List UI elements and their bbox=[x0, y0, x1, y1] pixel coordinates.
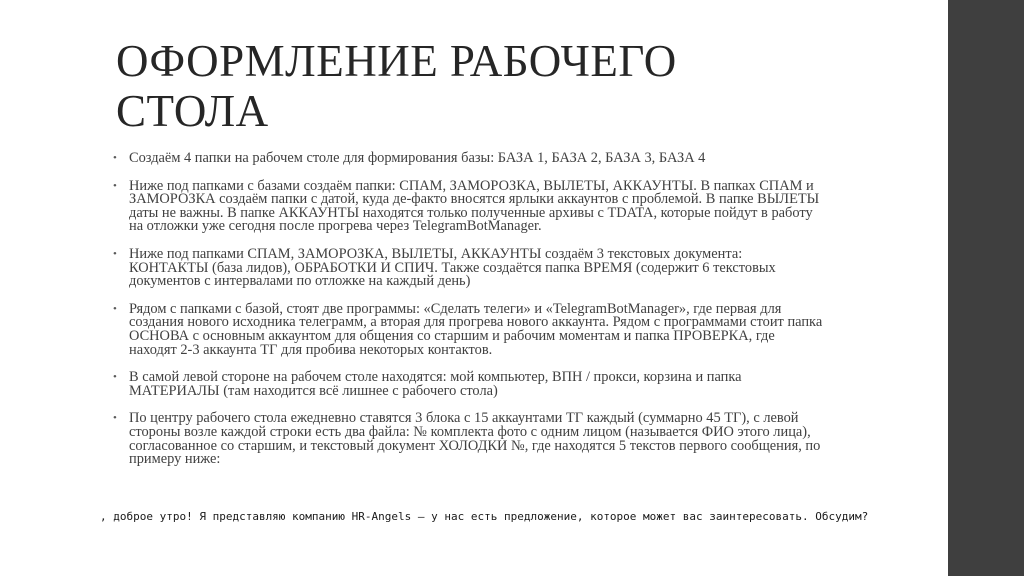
example-message-text: , доброе утро! Я представляю компанию HR-Angels – у нас есть предложение, которое может вас заинтересовать. Обсудим? bbox=[100, 510, 869, 523]
bullet-dot-icon: • bbox=[113, 302, 117, 315]
bullet-text: По центру рабочего стола ежедневно ставятся 3 блока с 15 аккаунтами ТГ каждый (суммарно 45 ТГ), с левой стороны возле каждой строки есть два файла: № комплекта фото с одним лицом (называется ФИО этого лица), согласованное со старшим, и текстовый документ ХОЛОДКИ №, где находятся 5 текстов первого сообщения, по примеру ниже: bbox=[129, 410, 821, 468]
slide-title bbox=[116, 36, 876, 136]
bullet-list bbox=[113, 152, 825, 481]
bullet-item bbox=[113, 152, 825, 166]
bullet-item bbox=[113, 300, 825, 358]
bullet-dot-icon: • bbox=[113, 412, 117, 425]
slide-title-line-2: СТОЛА bbox=[116, 86, 269, 136]
bullet-dot-icon: • bbox=[113, 247, 117, 260]
bullet-item bbox=[113, 371, 825, 398]
decorative-sidebar bbox=[948, 0, 1024, 576]
bullet-item bbox=[113, 412, 825, 466]
bullet-text: Ниже под папками с базами создаём папки: СПАМ, ЗАМОРОЗКА, ВЫЛЕТЫ, АККАУНТЫ. В папках СПАМ и ЗАМОРОЗКА создаём папки с датой, куда де-факто вносятся ярлыки аккаунтов с проблемой. В папке ВЫЛЕТЫ даты не важны. В папке АККАУНТЫ находятся только полученные архивы с TDATA, которые пойдут в работу на отложки уже сегодня после прогрева через TelegramBotManager. bbox=[129, 177, 820, 235]
bullet-text: В самой левой стороне на рабочем столе находятся: мой компьютер, ВПН / прокси, корзина и папка МАТЕРИАЛЫ (там находится всё лишнее с рабочего стола) bbox=[129, 369, 742, 399]
bullet-item bbox=[113, 177, 825, 235]
bullet-dot-icon: • bbox=[113, 152, 117, 164]
bullet-dot-icon: • bbox=[113, 179, 117, 192]
bullet-text: Ниже под папками СПАМ, ЗАМОРОЗКА, ВЫЛЕТЫ, АККАУНТЫ создаём 3 текстовых документа: КОНТАКТЫ (база лидов), ОБРАБОТКИ И СПИЧ. Также создаётся папка ВРЕМЯ (содержит 6 текстовых документов с интервалами по отложке на каждый день) bbox=[129, 245, 776, 290]
bullet-text: Создаём 4 папки на рабочем столе для формирования базы: БАЗА 1, БАЗА 2, БАЗА 3, БАЗА 4 bbox=[129, 150, 706, 166]
bullet-dot-icon: • bbox=[113, 371, 117, 384]
slide-title-line-1: ОФОРМЛЕНИЕ РАБОЧЕГО bbox=[116, 36, 677, 86]
bullet-item bbox=[113, 245, 825, 290]
bullet-text: Рядом с папками с базой, стоят две программы: «Сделать телеги» и «TelegramBotManager», где первая для создания нового исходника телеграмм, а вторая для прогрева нового аккаунта. Рядом с программами стоит папка ОСНОВА с основным аккаунтом для общения со старшим и рабочим моментам и папка ПРОВЕРКА, где находят 2-3 аккаунта ТГ для пробива некоторых контактов. bbox=[129, 300, 823, 358]
